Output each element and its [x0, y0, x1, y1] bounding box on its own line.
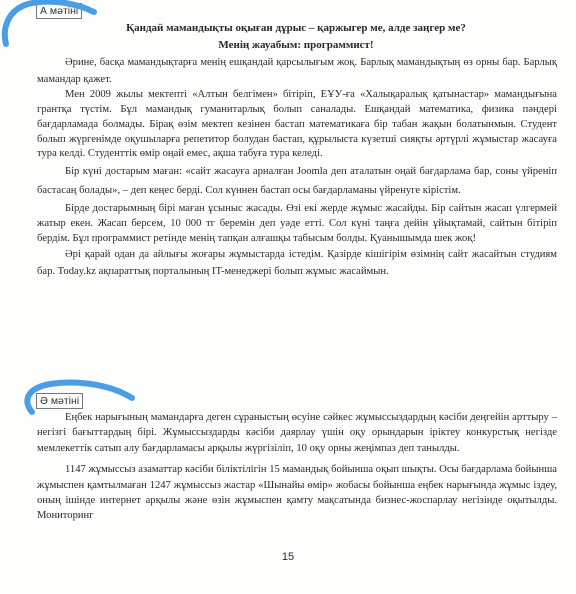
section-a-label: А мәтіні	[36, 3, 82, 19]
paragraph: Бір күні достарым маған: «сайт жасауға арналған Joomla деп аталатын оңай бағдарлама бар, соны үйреніп бастасаң болады», – деп кеңес берді. Сол күннен бастап осы бағдарламаны үйренуге кірістім.	[37, 166, 557, 197]
paragraph: Әрі қарай одан да айлығы жоғары жұмыстарда істедім. Қазірде кішігірім өзімнің сайт жасайтын студиям бар. Today.kz ақпараттық порталының IT-менеджері болып жұмыс жасаймын.	[37, 249, 557, 278]
paragraph: Әрине, басқа мамандықтарға менің ешқандай қарсылығым жоқ. Барлық мамандықтың өз орны бар. Барлық мамандар қажет.	[37, 57, 557, 85]
section-b-label: Ә мәтіні	[36, 393, 83, 409]
paragraph: Мен 2009 жылы мектепті «Алтын белгімен» бітіріп, ЕҰУ-ға «Халықаралық қатынастар» мамандығына грантқа түстім. Бұл мамандық гуманитарлық болып саналады. Ешқандай математика, физика пәндері бағдарламада болмады. Бірақ өзім мектеп кезінен бастап математикаға бір табан жақын болатынмын. Студент болып жүргенімде оқушыларға репетитор болудан бастап, құрылыста күзетші сияқты әртүрлі жұмыстар жасауға тура келді. Студенттік өмір оңай емес, ақша табуға тура келеді.	[37, 89, 557, 160]
section-a-heading: Қандай мамандықты оқыған дұрыс – қаржыгер ме, алде заңгер ме?	[126, 22, 466, 34]
paragraph: Еңбек нарығының мамандарға деген сұраныстың өсуіне сәйкес жұмыссыздардың кәсіби деңгейін арттыру – негізгі бағыттардың бірі. Жұмыссыздарды кәсіби даярлау үшін оқу орындарын іріктеу конкурстық негізде мемлекеттік сатып алу бағдарламасы арқылы жүргізіліп, 10 оқу орны жеңімпаз деп танылды.	[37, 412, 557, 454]
section-a-body	[37, 55, 557, 281]
section-b-body	[37, 410, 557, 524]
section-a-subheading: Менің жауабым: программист!	[218, 39, 374, 51]
page-number: 15	[281, 551, 295, 563]
paragraph: Бірде достарымның бірі маған ұсыныс жасады. Өзі екі жерде жұмыс жасайды. Бір сайтын жасап үлгермей жатыр екен. Жасап берсем, 10 000 тг беремін деп уәде етті. Сол күні таңға дейін ұйықтамай, сайтын бітіріп бердім. Бұл программист ретінде менің тапқан алғашқы табысым болды. Қуанышымда шек жоқ!	[37, 202, 557, 244]
paragraph: 1147 жұмыссыз азаматтар кәсіби біліктілігін 15 мамандық бойынша оқып шықты. Осы бағдарлама бойынша жұмыспен қамтылмаған 1247 жұмыссыз жастар «Шынайы өмір» жобасы бойынша еңбек нарығында жұмыс іздеу, оның ішінде интернет арқылы және өзін жұмыспен қамту мақсатында бизнес-жоспарлау негізінде оқытылды. Мониторинг	[37, 464, 557, 522]
